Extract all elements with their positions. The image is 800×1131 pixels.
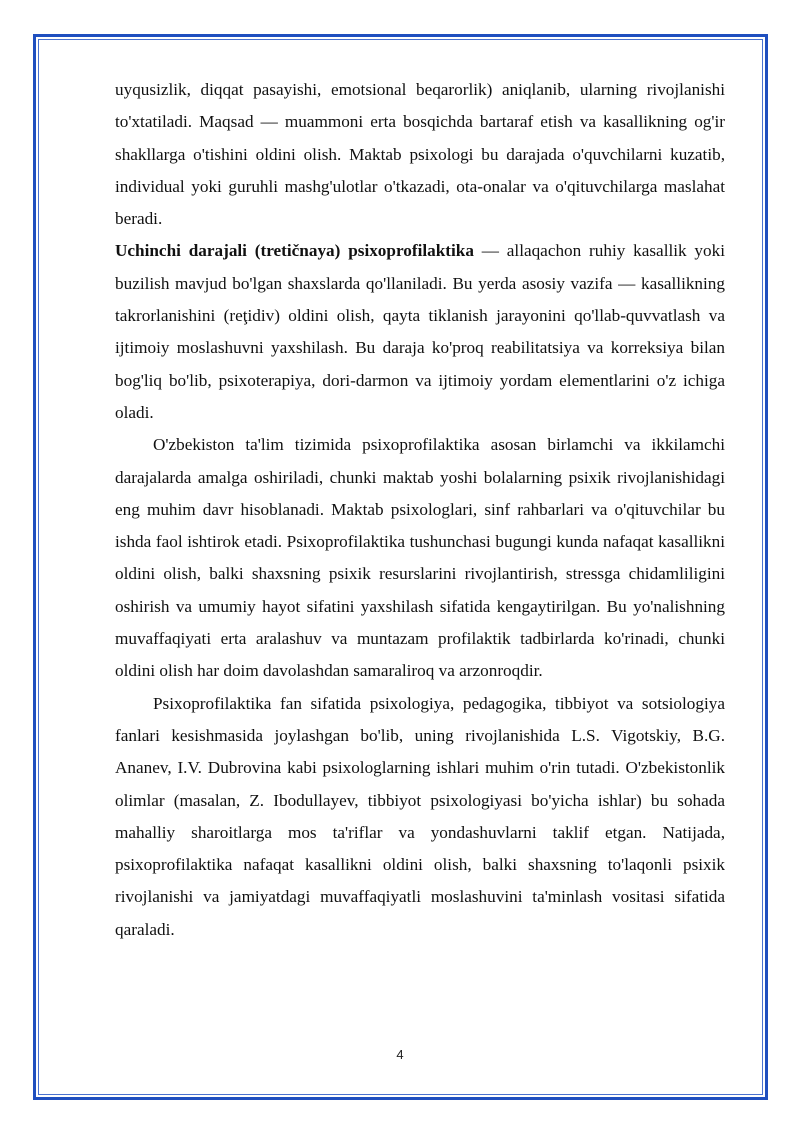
tertiary-prevention-term: Uchinchi darajali (tretičnaya) psixoprofilaktika [115,241,474,261]
paragraph-science-definition: Psixoprofilaktika fan sifatida psixologiya, pedagogika, tibbiyot va sotsiologiya fanlari kesishmasida joylashgan bo'lib, uning rivojlanishida L.S. Vigotskiy, B.G. Ananev, I.V. Dubrovina kabi psixologlarning ishlari muhim o'rin tutadi. O'zbekistonlik olimlar (masalan, Z. Ibodullayev, tibbiyot psixologiyasi bo'yicha ishlar) bu sohada mahalliy sharoitlarga mos ta'riflar va yondashuvlarni taklif etgan. Natijada, psixoprofilaktika nafaqat kasallikni oldini olish, balki shaxsning to'laqonli psixik rivojlanishi va jamiyatdagi muvaffaqiyatli moslashuvini ta'minlash vositasi sifatida qaraladi. [115,693,725,939]
paragraph-continuation: uyqusizlik, diqqat pasayishi, emotsional beqarorlik) aniqlanib, ularning rivojlanishi to'xtatiladi. Maqsad — muammoni erta bosqichda bartaraf etish va kasallikning og'ir shakllarga o'tishini oldini olish. Maktab psixologi bu darajada o'quvchilarni kuzatib, individual yoki guruhli mashg'ulotlar o'tkazadi, ota-onalar va o'qituvchilarga maslahat beradi. [115,80,725,229]
paragraph-uzbekistan-education: O'zbekiston ta'lim tizimida psixoprofilaktika asosan birlamchi va ikkilamchi darajalarda amalga oshiriladi, chunki maktab yoshi bolalarning psixik rivojlanishidagi eng muhim davr hisoblanadi. Maktab psixologlari, sinf rahbarlari va o'qituvchilar bu ishda faol ishtirok etadi. Psixoprofilaktika tushunchasi bugungi kunda nafaqat kasallikni oldini olish, balki shaxsning psixik resurslarini rivojlantirish, stressga chidamliligini oshirish va umumiy hayot sifatini yaxshilash sifatida kengaytirilgan. Bu yo'nalishning muvaffaqiyati erta aralashuv va muntazam profilaktik tadbirlarda ko'rinadi, chunki oldini olish har doim davolashdan samaraliroq va arzonroqdir. [115,435,725,681]
paragraph-tertiary-prevention [115,235,725,429]
tertiary-prevention-text: — allaqachon ruhiy kasallik yoki buzilish mavjud bo'lgan shaxslarda qo'llaniladi. Bu yerda asosiy vazifa — kasallikning takrorlanishini (reţidiv) oldini olish, qayta tiklanish jarayonini qo'llab-quvvatlash va ijtimoiy moslashuvni yaxshilash. Bu daraja ko'proq reabilitatsiya va korreksiya bilan bog'liq bo'lib, psixoterapiya, dori-darmon va ijtimoiy yordam elementlarini o'z ichiga oladi. [115,241,725,422]
page-number: 4 [396,1047,404,1062]
document-body [115,74,725,946]
